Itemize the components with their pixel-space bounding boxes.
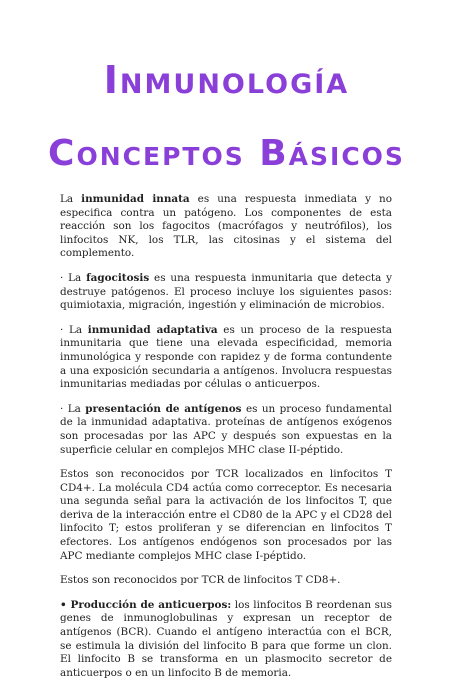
paragraph-cd8-recognition: Estos son reconocidos por TCR de linfocitos T CD8+. bbox=[60, 574, 341, 587]
paragraph-antibody-production: • Producción de anticuerpos: los linfocitos B reordenan sus genes de inmunoglobulinas y expresan un receptor de antígenos (BCR). Cuando el antígeno interactúa con el BCR, se estimula la división del linfocito B para que forme un clon. El linfocito B se transforma en un plasmocito secretor de anticuerpos o en un linfocito B de memoria. bbox=[60, 598, 393, 679]
paragraph-cd4-recognition: Estos son reconocidos por TCR localizados en linfocitos T CD4+. La molécula CD4 actúa como correceptor. Es necesaria una segunda señal para la activación de los linfocitos T, que deriva de la interacción entre el CD80 de la APC y el CD28 del linfocito T; estos proliferan y se diferencian en linfocitos T efectores. Los antígenos endógenos son procesados por las APC mediante complejos MHC clase I-péptido. bbox=[60, 468, 392, 562]
page-subtitle: Conceptos Básicos bbox=[48, 133, 405, 174]
page-title: Inmunología bbox=[103, 58, 350, 102]
paragraph-phagocytosis: · La fagocitosis es una respuesta inmunitaria que detecta y destruye patógenos. El proceso incluye los siguientes pasos: quimiotaxia, migración, ingestión y eliminación de microbios. bbox=[60, 271, 392, 312]
paragraph-antigen-presentation: · La presentación de antígenos es un proceso fundamental de la inmunidad adaptativa. proteínas de antígenos exógenos son procesadas por las APC y después son expuestas en la superficie celular en complejos MHC clase II-péptido. bbox=[60, 402, 392, 456]
paragraph-innate-immunity: La inmunidad innata es una respuesta inmediata y no especifica contra un patógeno. Los componentes de esta reacción son los fagocitos (macrófagos y neutrófilos), los linfocitos NK, los TLR, las citosinas y el sistema del complemento. bbox=[60, 193, 392, 260]
document-body bbox=[60, 193, 392, 691]
paragraph-adaptive-immunity: · La inmunidad adaptativa es un proceso de la respuesta inmunitaria que tiene una elevada especificidad, memoria inmunológica y responde con rapidez y de forma contundente a una exposición secundaria a antígenos. Involucra respuestas inmunitarias mediadas por células o anticuerpos. bbox=[60, 323, 392, 391]
